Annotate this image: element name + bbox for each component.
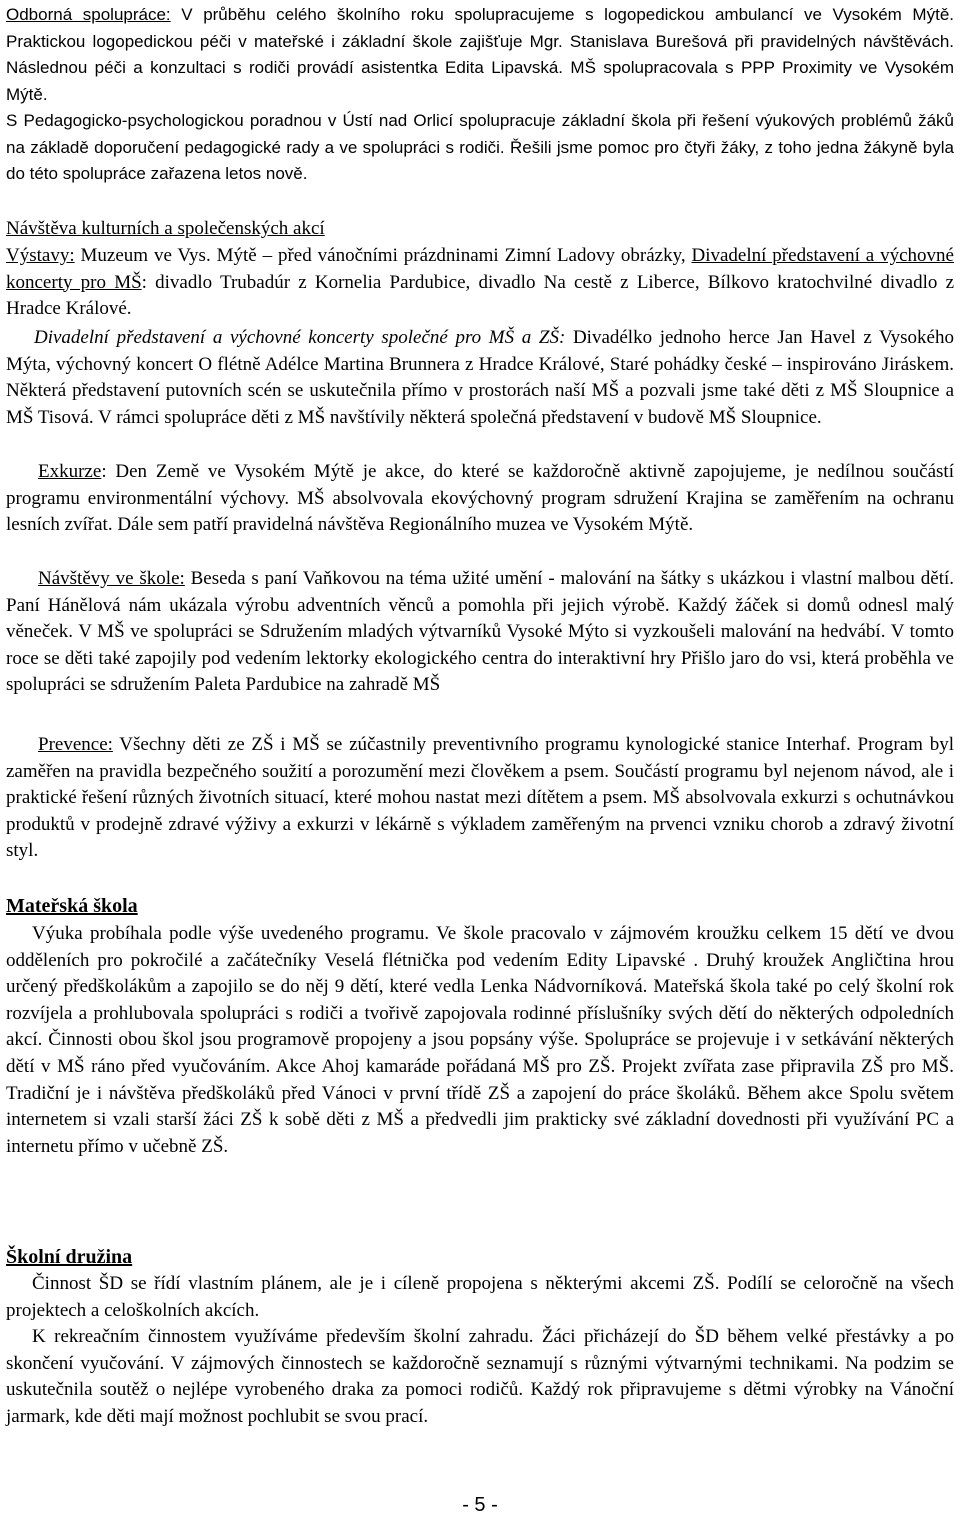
label-prevence: Prevence: <box>38 734 113 755</box>
paragraph-prevence <box>6 732 954 865</box>
paragraph-navstevy-ve-skole <box>6 566 954 699</box>
paragraph-materska-skola <box>6 921 954 1160</box>
text-divadelni-spolecne: Divadélko jednoho herce Jan Havel z Vysokého Mýta, výchovný koncert O flétně Adélce Martina Brunnera z Hradce Králové, Staré pohádky české – inspirováno Jiráskem. Některá představení putovních scén se uskutečnila přímo v prostorách naší MŠ a pozvali jsme také děti z MŠ Sloupnice a MŠ Tisová. V rámci spolupráce děti z MŠ navštívily některá společná představení v budově MŠ Sloupnice. <box>6 327 954 428</box>
text-materska-skola: Výuka probíhala podle výše uvedeného programu. Ve škole pracovalo v zájmovém kroužku celkem 15 dětí ve dvou odděleních pro pokročilé a začátečníky Veselá flétnička pod vedením Edity Lipavské . Druhý kroužek Angličtina hrou určený předškolákům a zapojilo se do něj 9 dětí, které vedla Lenka Nádvorníková. Mateřská škola také po celý školní rok rozvíjela a prohlubovala spolupráci s rodiči a tvořivě zapojovala rodinné příslušníky svých dětí do některých odpoledních akcí. Činnosti obou škol jsou programově propojeny a jsou popsány výše. Spolupráce se projevuje i v setkávání některých dětí v MŠ ráno před vyučováním. Akce Ahoj kamaráde pořádaná MŠ pro ZŠ. Projekt zvířata zase připravila ZŠ pro MŠ. Tradiční je i návštěva předškoláků před Vánoci v první třídě ZŠ a zapojení do práce školáků. Během akce Spolu světem internetem si vzali starší žáci ZŠ k sobě děti z MŠ a předvedli jim prakticky své základní dovednosti při využívání PC a internetu přímo v učebně ZŠ. <box>6 923 954 1157</box>
paragraph-divadelni-spolecne <box>6 325 954 431</box>
heading-skolni-druzina: Školní družina <box>6 1246 133 1268</box>
paragraph-vystavy <box>6 243 954 323</box>
text-exkurze: : Den Země ve Vysokém Mýtě je akce, do které se každoročně aktivně zapojujeme, je nedílnou součástí programu environmentální výchovy. MŠ absolvovala ekovýchovný program sdružení Krajina se zaměřením na ochranu lesních zvířat. Dále sem patří pravidelná návštěva Regionálního muzea ve Vysokém Mýtě. <box>6 461 954 536</box>
label-navsteva-kulturnich-akci: Návštěva kulturních a společenských akcí <box>6 218 325 239</box>
heading-materska-skola: Mateřská škola <box>6 895 138 917</box>
paragraph-ppp-usti <box>6 108 954 188</box>
label-divadelni-spolecne: Divadelní představení a výchovné koncerty společné pro MŠ a ZŠ: <box>34 327 566 348</box>
text-vystavy: Muzeum ve Vys. Mýtě – před vánočními prázdninami Zimní Ladovy obrázky, <box>74 245 692 266</box>
label-divadelni-ms: Divadelní představení a výchovné koncerty pro MŠ <box>6 245 954 293</box>
label-navstevy-ve-skole: Návštěvy ve škole: <box>38 568 185 589</box>
paragraph-odborna-spoluprace <box>6 2 954 108</box>
paragraph-exkurze <box>6 459 954 539</box>
text-navstevy-ve-skole: Beseda s paní Vaňkovou na téma užité umění - malování na šátky s ukázkou i vlastní malbou dětí. Paní Hánělová nám ukázala výrobu adventních věnců a pomohla při jejich výrobě. Každý žáček si domů odnesl malý věneček. V MŠ ve spolupráci se Sdružením mladých výtvarníků Vysoké Mýto si vyzkoušeli malování na hedvábí. V tomto roce se děti také zapojily pod vedením lektorky ekologického centra do interaktivní hry Přišlo jaro do vsi, která proběhla ve spolupráci se sdružením Paleta Pardubice na zahradě MŠ <box>6 568 955 696</box>
label-vystavy: Výstavy: <box>6 245 75 266</box>
text-ppp-usti: S Pedagogicko-psychologickou poradnou v Ústí nad Orlicí spolupracuje základní škola při řešení výukových problémů žáků na základě doporučení pedagogické rady a ve spolupráci s rodiči. Řešili jsme pomoc pro čtyři žáky, z toho jedna žákyně byla do této spolupráce zařazena letos nově. <box>6 111 954 184</box>
label-exkurze: Exkurze <box>38 461 102 482</box>
text-skolni-druzina-2: K rekreačním činnostem využíváme především školní zahradu. Žáci přicházejí do ŠD během velké přestávky a po skončení vyučování. V zájmových činnostech se každoročně seznamují s různými výtvarnými technikami. Na podzim se uskutečnila soutěž o nejlépe vyrobeného draka za pomoci rodičů. Každý rok připravujeme s dětmi výrobky na Vánoční jarmark, kde děti mají možnost pochlubit se svou prací. <box>6 1326 954 1427</box>
label-odborna-spoluprace: Odborná spolupráce: <box>6 5 171 24</box>
text-odborna-spoluprace: V průběhu celého školního roku spolupracujeme s logopedickou ambulancí ve Vysokém Mýtě. Praktickou logopedickou péči v mateřské i základní škole zajišťuje Mgr. Stanislava Burešová při pravidelných návštěvách. Následnou péči a konzultaci s rodiči provádí asistentka Edita Lipavská. MŠ spolupracovala s PPP Proximity ve Vysokém Mýtě. <box>6 5 954 104</box>
paragraph-skolni-druzina-1 <box>6 1271 954 1324</box>
page-number: - 5 - <box>462 1494 498 1516</box>
text-skolni-druzina-1: Činnost ŠD se řídí vlastním plánem, ale je i cíleně propojena s některými akcemi ZŠ. Podílí se celoročně na všech projektech a celoškolních akcích. <box>6 1273 954 1321</box>
text-prevence: Všechny děti ze ZŠ i MŠ se zúčastnily preventivního programu kynologické stanice Interhaf. Program byl zaměřen na pravidla bezpečného soužití a porozumění mezi člověkem a psem. Součástí programu byl nejenom návod, ale i praktické řešení různých životních situací, které mohou nastat mezi dítětem a psem. MŠ absolvovala exkurzi s ochutnávkou produktů v prodejně zdravé výživy a exkurzi v lékárně s výkladem zaměřeným na prvenci vzniku chorob a zdravý životní styl. <box>6 734 954 862</box>
paragraph-skolni-druzina-2 <box>6 1324 954 1430</box>
heading-navsteva-kulturnich-akci <box>6 216 954 243</box>
text-divadelni-ms: : divadlo Trubadúr z Kornelia Pardubice, divadlo Na cestě z Liberce, Bílkovo kratochvilné divadlo z Hradce Králové. <box>6 271 954 320</box>
